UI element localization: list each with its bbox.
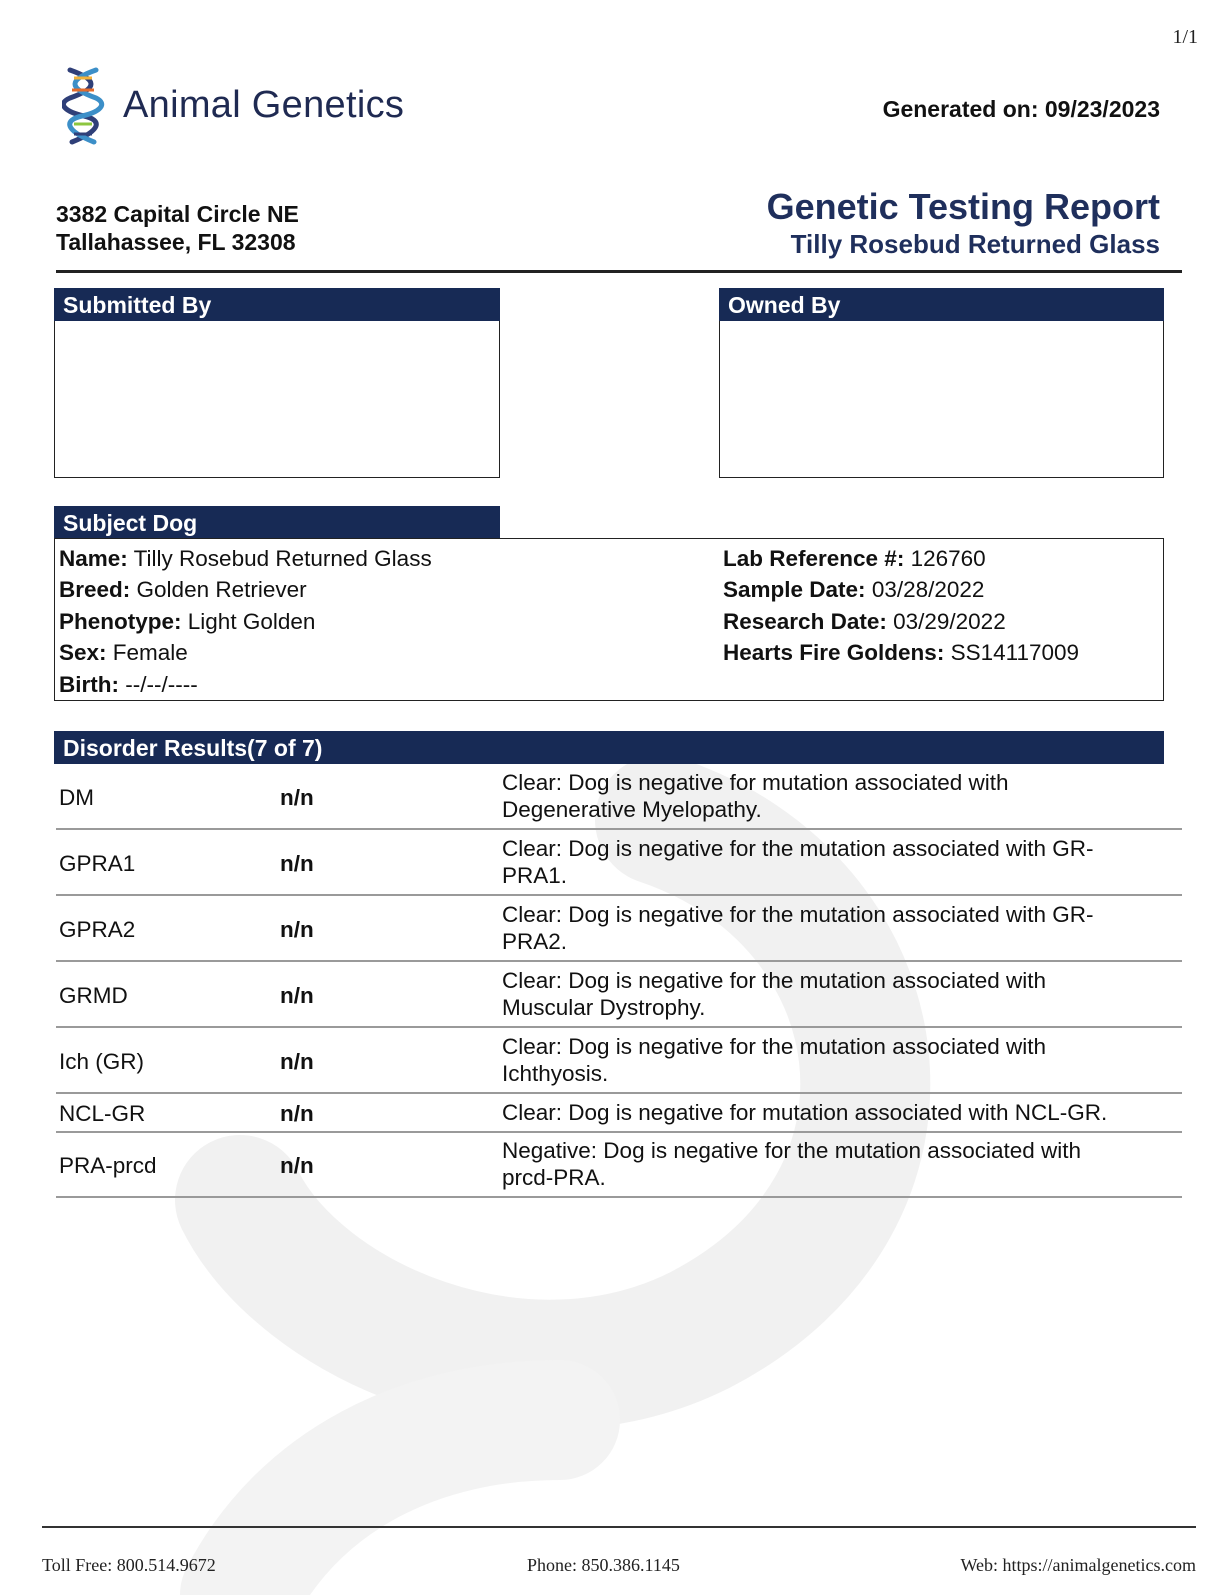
disorder-description: Clear: Dog is negative for the mutation associated with Ichthyosis.: [502, 1034, 1047, 1086]
subject-dog-heading: Subject Dog: [54, 506, 500, 539]
page-number: 1/1: [1172, 26, 1198, 48]
row-divider: [56, 828, 1182, 830]
submitted-by-heading: Submitted By: [54, 288, 500, 321]
address-line-2: Tallahassee, FL 32308: [56, 229, 296, 255]
report-subtitle: Tilly Rosebud Returned Glass: [790, 229, 1160, 259]
disorder-description: Negative: Dog is negative for the mutation associated with prcd-PRA.: [502, 1138, 1082, 1190]
disorder-result: n/n: [280, 1101, 314, 1126]
footer-toll-free: Toll Free: 800.514.9672: [42, 1555, 216, 1575]
disorder-results-heading: Disorder Results(7 of 7): [54, 731, 1164, 764]
owned-by-body: [719, 321, 1164, 478]
generated-value: 09/23/2023: [1044, 96, 1160, 122]
disorder-description: Clear: Dog is negative for mutation associated with Degenerative Myelopathy.: [502, 770, 1009, 822]
disorder-name: GPRA1: [59, 851, 136, 876]
brand-name: Animal Genetics: [123, 84, 405, 126]
disorder-description: Clear: Dog is negative for the mutation associated with GR- PRA1.: [502, 836, 1094, 888]
row-divider: [56, 1196, 1182, 1198]
research-date: Research Date: 03/29/2022: [723, 609, 1006, 634]
disorder-name: DM: [59, 785, 94, 810]
disorder-result: n/n: [280, 917, 314, 942]
report-title: Genetic Testing Report: [766, 186, 1160, 227]
disorder-result: n/n: [280, 983, 314, 1008]
subject-birth: Birth: --/--/----: [59, 672, 198, 697]
submitted-by-body: [54, 321, 500, 478]
owned-by-heading: Owned By: [719, 288, 1164, 321]
disorder-description: Clear: Dog is negative for the mutation associated with Muscular Dystrophy.: [502, 968, 1047, 1020]
subject-name: Name: Tilly Rosebud Returned Glass: [59, 546, 432, 571]
row-divider: [56, 960, 1182, 962]
owned-by-box: [719, 288, 1164, 478]
disorder-name: Ich (GR): [59, 1049, 145, 1074]
row-divider: [56, 1092, 1182, 1094]
header-divider: [56, 270, 1182, 273]
subject-phenotype: Phenotype: Light Golden: [59, 609, 316, 634]
address-line-1: 3382 Capital Circle NE: [56, 201, 299, 227]
disorder-description: Clear: Dog is negative for the mutation associated with GR- PRA2.: [502, 902, 1094, 954]
kennel-id: Hearts Fire Goldens: SS14117009: [723, 640, 1080, 665]
row-divider: [56, 1026, 1182, 1028]
disorder-result: n/n: [280, 1153, 314, 1178]
footer-divider: [42, 1526, 1196, 1528]
sample-date: Sample Date: 03/28/2022: [723, 577, 985, 602]
submitted-by-box: [54, 288, 500, 478]
subject-sex: Sex: Female: [59, 640, 188, 665]
subject-breed: Breed: Golden Retriever: [59, 577, 307, 602]
disorder-result: n/n: [280, 1049, 314, 1074]
disorder-name: GPRA2: [59, 917, 136, 942]
disorder-result: n/n: [280, 785, 314, 810]
lab-reference: Lab Reference #: 126760: [723, 546, 986, 571]
disorder-name: PRA-prcd: [59, 1153, 157, 1178]
row-divider: [56, 894, 1182, 896]
disorder-description: Clear: Dog is negative for mutation associated with NCL-GR.: [502, 1100, 1108, 1125]
footer-website-link[interactable]: Web: https://animalgenetics.com: [960, 1555, 1196, 1575]
disorder-name: NCL-GR: [59, 1101, 146, 1126]
disorder-result: n/n: [280, 851, 314, 876]
row-divider: [56, 1131, 1182, 1133]
generated-date: [883, 96, 1160, 123]
footer-phone: Phone: 850.386.1145: [527, 1555, 680, 1575]
generated-label: Generated on:: [882, 96, 1039, 122]
disorder-name: GRMD: [59, 983, 128, 1008]
dna-helix-icon: [62, 66, 106, 146]
